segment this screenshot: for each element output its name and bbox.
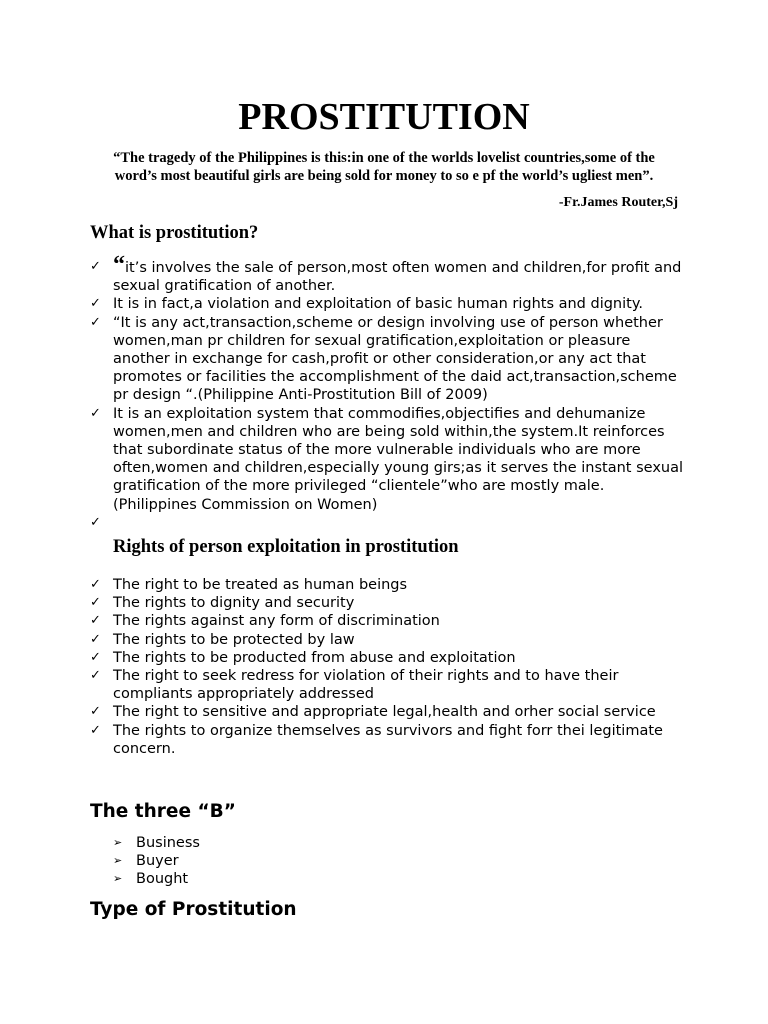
list-item-text: It is an exploitation system that commodifies,objectifies and dehumanize women,men and children who are being sold within,the system.It reinforces that subordinate status of the more vulnerable individuals who are more often,women and children,especially young girs;as it serves the instant sexual gratification of the more privileged “clientele”who are mostly male.(Philippines Commission on Women): [113, 405, 684, 513]
list-item: [90, 252, 685, 295]
list-item-text: The rights to dignity and security: [113, 595, 355, 612]
list-item: [90, 576, 685, 594]
checkmark-icon: ✓: [90, 577, 101, 592]
checkmark-icon: ✓: [90, 613, 101, 629]
arrow-bullet-icon: ➢: [113, 872, 123, 886]
list-item: [90, 314, 685, 405]
checkmark-icon: ✓: [90, 314, 101, 330]
list-item-text: The rights against any form of discrimination: [113, 613, 440, 630]
three-b-list: [113, 834, 200, 889]
section-heading-what-is: What is prostitution?: [90, 223, 259, 243]
checkmark-icon: ✓: [90, 668, 101, 684]
checkmark-icon: ✓: [90, 704, 101, 720]
arrow-bullet-icon: ➢: [113, 854, 123, 868]
list-item-text: “It is any act,transaction,scheme or design involving use of person whether women,man pr children for sexual gratification,exploitation or pleasure another in exchange for cash,profit or other consideration,or any act that promotes or facilities the accomplishment of the daid act,transaction,scheme pr design “.(Philippine Anti-Prostitution Bill of 2009): [113, 314, 677, 404]
section-heading-type: Type of Prostitution: [90, 899, 297, 920]
list-item: [113, 834, 200, 852]
list-item-text: The rights to organize themselves as survivors and fight forr thei legitimate concern.: [113, 722, 663, 757]
list-item-text: The right to be treated as human beings: [113, 577, 408, 593]
checkmark-icon: ✓: [90, 649, 101, 665]
list-item-text: Business: [136, 835, 200, 851]
section-heading-rights: Rights of person exploitation in prostitution: [113, 537, 459, 558]
list-item: [90, 722, 685, 758]
checkmark-icon: ✓: [90, 514, 101, 530]
open-quote-glyph: “: [113, 252, 125, 278]
section-heading-three-b: The three “B”: [90, 801, 236, 822]
list-item: [90, 631, 685, 649]
list-item: [90, 667, 685, 703]
list-item-text: Bought: [136, 871, 189, 888]
list-item: [90, 612, 685, 630]
list-item: [90, 703, 685, 721]
rights-list: [90, 576, 685, 758]
list-item-text: Buyer: [136, 853, 179, 870]
checkmark-icon: ✓: [90, 296, 101, 312]
list-item: [90, 649, 685, 667]
list-item-text: The right to seek redress for violation of their rights and to have their compliants appropriately addressed: [113, 668, 619, 703]
list-item: [90, 405, 685, 514]
list-item-text: It is in fact,a violation and exploitation of basic human rights and dignity.: [113, 296, 643, 313]
quote-attribution: -Fr.James Router,Sj: [558, 195, 678, 210]
checkmark-icon: ✓: [90, 405, 101, 421]
checkmark-icon: ✓: [90, 259, 101, 274]
list-item-text: it’s involves the sale of person,most often women and children,for profit and sexual gratification of another.: [113, 260, 682, 295]
definition-list: [90, 252, 685, 558]
list-item: [113, 870, 200, 888]
checkmark-icon: ✓: [90, 595, 101, 611]
list-item: [90, 594, 685, 612]
checkmark-icon: ✓: [90, 722, 101, 738]
list-item: [90, 295, 685, 313]
page-title: PROSTITUTION: [238, 96, 530, 138]
arrow-bullet-icon: ➢: [113, 836, 123, 849]
list-item-empty: [90, 514, 685, 558]
list-item-text: The rights to be producted from abuse and exploitation: [113, 649, 516, 666]
epigraph-quote: “The tragedy of the Philippines is this:in one of the worlds lovelist countries,some of the word’s most beautiful girls are being sold for money to so e pf the world’s ugliest men”.: [113, 150, 655, 184]
checkmark-icon: ✓: [90, 631, 101, 647]
list-item: [113, 852, 200, 870]
list-item-text: The rights to be protected by law: [113, 631, 355, 648]
list-item-text: The right to sensitive and appropriate legal,health and orher social service: [113, 704, 656, 721]
